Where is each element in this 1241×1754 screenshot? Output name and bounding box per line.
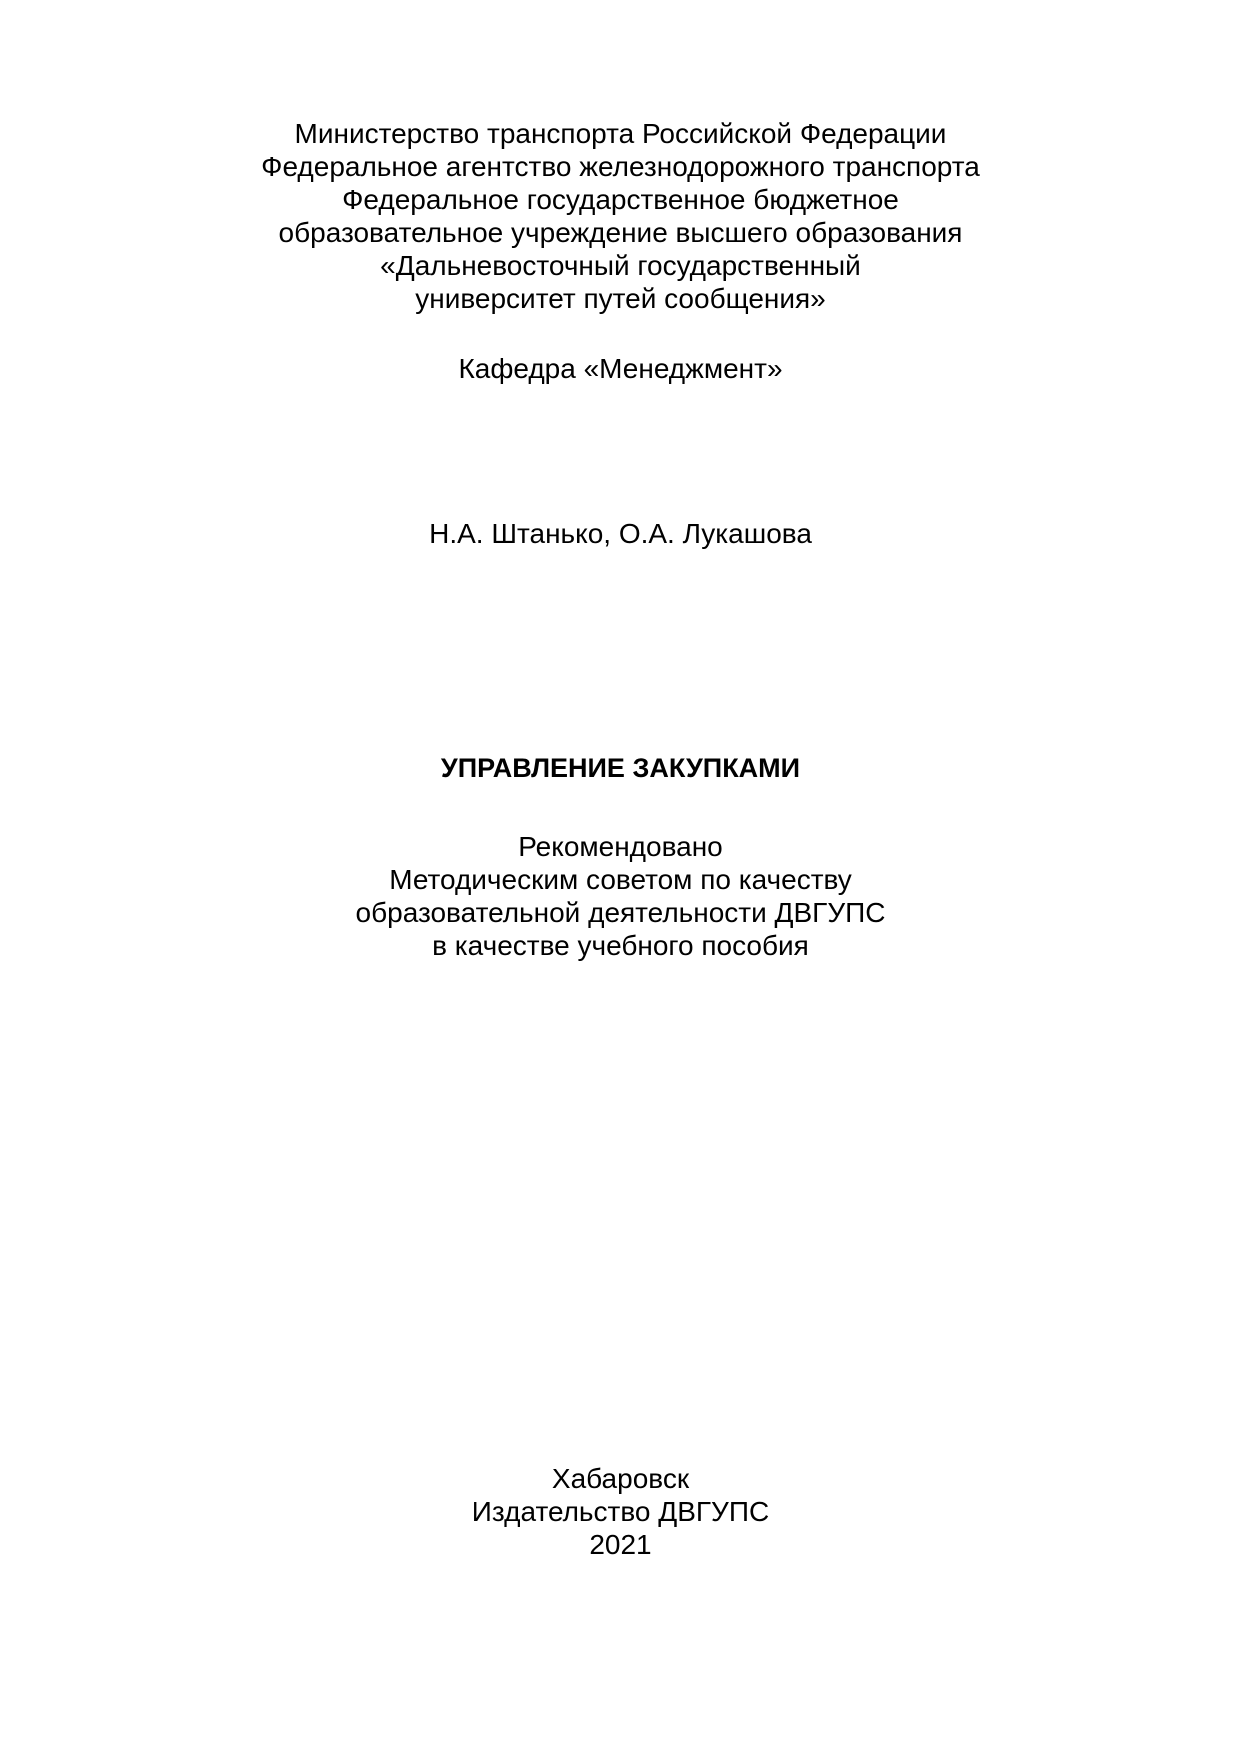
publisher-name: Издательство ДВГУПС bbox=[471, 1496, 770, 1527]
authors bbox=[0, 517, 1241, 550]
agency-line: Федеральное агентство железнодорожного транспорта bbox=[261, 151, 980, 182]
publisher-city: Хабаровск bbox=[551, 1463, 690, 1494]
university-name-line-2: университет путей сообщения» bbox=[415, 283, 826, 314]
publisher-info bbox=[0, 1462, 1241, 1561]
author-names: Н.А. Штанько, О.А. Лукашова bbox=[429, 518, 812, 549]
department bbox=[0, 352, 1241, 385]
university-name-line-1: «Дальневосточный государственный bbox=[380, 250, 861, 281]
recommendation-line-1: Рекомендовано bbox=[518, 831, 723, 862]
title-text: УПРАВЛЕНИЕ ЗАКУПКАМИ bbox=[440, 753, 801, 783]
recommendation-line-3: образовательной деятельности ДВГУПС bbox=[355, 897, 886, 928]
recommendation bbox=[0, 830, 1241, 962]
publication-year: 2021 bbox=[589, 1529, 652, 1560]
institution-education-line: образовательное учреждение высшего образования bbox=[278, 217, 963, 248]
document-title bbox=[0, 752, 1241, 785]
recommendation-line-2: Методическим советом по качеству bbox=[389, 864, 852, 895]
recommendation-line-4: в качестве учебного пособия bbox=[432, 930, 809, 961]
ministry-line: Министерство транспорта Российской Федерации bbox=[294, 118, 947, 149]
institution-type-line: Федеральное государственное бюджетное bbox=[342, 184, 899, 215]
institution-header bbox=[0, 117, 1241, 315]
department-name: Кафедра «Менеджмент» bbox=[458, 353, 783, 384]
